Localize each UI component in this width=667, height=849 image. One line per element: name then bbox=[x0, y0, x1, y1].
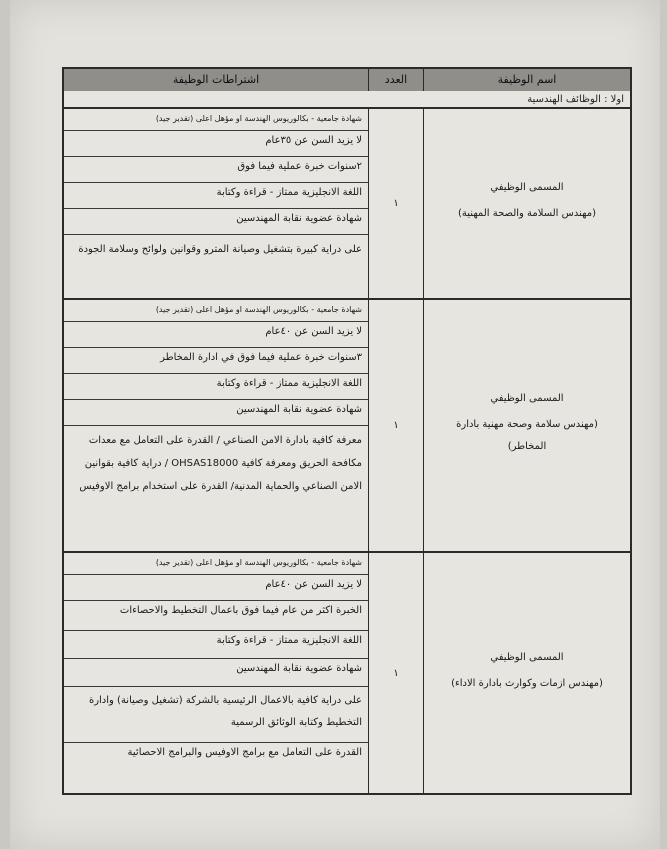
requirement-item: لا يزيد السن عن ٣٥عام bbox=[64, 131, 368, 157]
requirement-item: على دراية كافية بالاعمال الرئيسية بالشركة (تشغيل وصيانة) وادارة التخطيط وكتابة الوثائق الرسمية bbox=[64, 687, 368, 743]
job-name-cell bbox=[424, 553, 630, 793]
job-row bbox=[64, 109, 630, 300]
header-job-name: اسم الوظيفة bbox=[424, 69, 630, 91]
requirement-item: شهادة عضوية نقابة المهندسين bbox=[64, 400, 368, 426]
count-cell: ١ bbox=[369, 300, 424, 551]
job-title: (مهندس ازمات وكوارث بادارة الاداء) bbox=[451, 677, 603, 689]
requirement-item: شهادة جامعية - بكالوريوس الهندسة او مؤهل اعلى (تقدير جيد) bbox=[64, 109, 368, 131]
job-label: المسمى الوظيفي bbox=[490, 651, 564, 663]
job-title: (مهندس السلامة والصحة المهنية) bbox=[458, 208, 596, 219]
requirements-cell bbox=[64, 553, 369, 793]
job-name-cell bbox=[424, 300, 630, 551]
job-row bbox=[64, 553, 630, 793]
job-label: المسمى الوظيفي bbox=[490, 182, 564, 193]
job-requirements-table bbox=[62, 67, 632, 795]
job-name-cell bbox=[424, 109, 630, 298]
count-cell: ١ bbox=[369, 553, 424, 793]
requirement-item: الخبرة اكثر من عام فيما فوق باعمال التخطيط والاحصاءات bbox=[64, 601, 368, 631]
requirement-item: اللغة الانجليزية ممتاز - قراءة وكتابة bbox=[64, 183, 368, 209]
table-header bbox=[64, 69, 630, 109]
job-title: (مهندس سلامة وصحة مهنية بادارة المخاطر) bbox=[456, 419, 598, 452]
job-row bbox=[64, 300, 630, 553]
paper-page bbox=[10, 0, 660, 849]
requirement-item: معرفة كافية بادارة الامن الصناعي / القدرة على التعامل مع معدات مكافحة الحريق ومعرفة كافية OHSAS18000 / دراية كافية بقوانين الامن الصناعي والحماية المدنية/ القدرة على استخدام برامج الاوفيس bbox=[79, 435, 362, 492]
requirement-item: شهادة عضوية نقابة المهندسين bbox=[64, 659, 368, 687]
requirements-cell bbox=[64, 300, 369, 551]
header-requirements: اشتراطات الوظيفة bbox=[64, 69, 369, 91]
section-label: اولا : الوظائف الهندسية bbox=[527, 94, 624, 105]
requirement-item: اللغة الانجليزية ممتاز - قراءة وكتابة bbox=[64, 374, 368, 400]
requirement-item: لا يزيد السن عن ٤٠عام bbox=[64, 575, 368, 601]
requirement-item: ٢سنوات خبرة عملية فيما فوق bbox=[64, 157, 368, 183]
requirement-item: شهادة جامعية - بكالوريوس الهندسة او مؤهل اعلى (تقدير جيد) bbox=[64, 300, 368, 322]
count-cell: ١ bbox=[369, 109, 424, 298]
requirements-cell bbox=[64, 109, 369, 298]
requirement-item: اللغة الانجليزية ممتاز - قراءة وكتابة bbox=[64, 631, 368, 659]
job-label: المسمى الوظيفي bbox=[490, 393, 564, 404]
requirement-item: لا يزيد السن عن ٤٠عام bbox=[64, 322, 368, 348]
requirement-item: شهادة عضوية نقابة المهندسين bbox=[64, 209, 368, 235]
requirement-item: شهادة جامعية - بكالوريوس الهندسة او مؤهل اعلى (تقدير جيد) bbox=[64, 553, 368, 575]
requirement-item: القدرة على التعامل مع برامج الاوفيس والبرامج الاحصائية bbox=[127, 747, 362, 758]
requirement-item: ٣سنوات خبرة عملية فيما فوق في ادارة المخاطر bbox=[64, 348, 368, 374]
requirement-item: على دراية كبيرة بتشغيل وصيانة المترو وقوانين ولوائح وسلامة الجودة bbox=[78, 244, 362, 255]
header-count: العدد bbox=[369, 69, 424, 91]
